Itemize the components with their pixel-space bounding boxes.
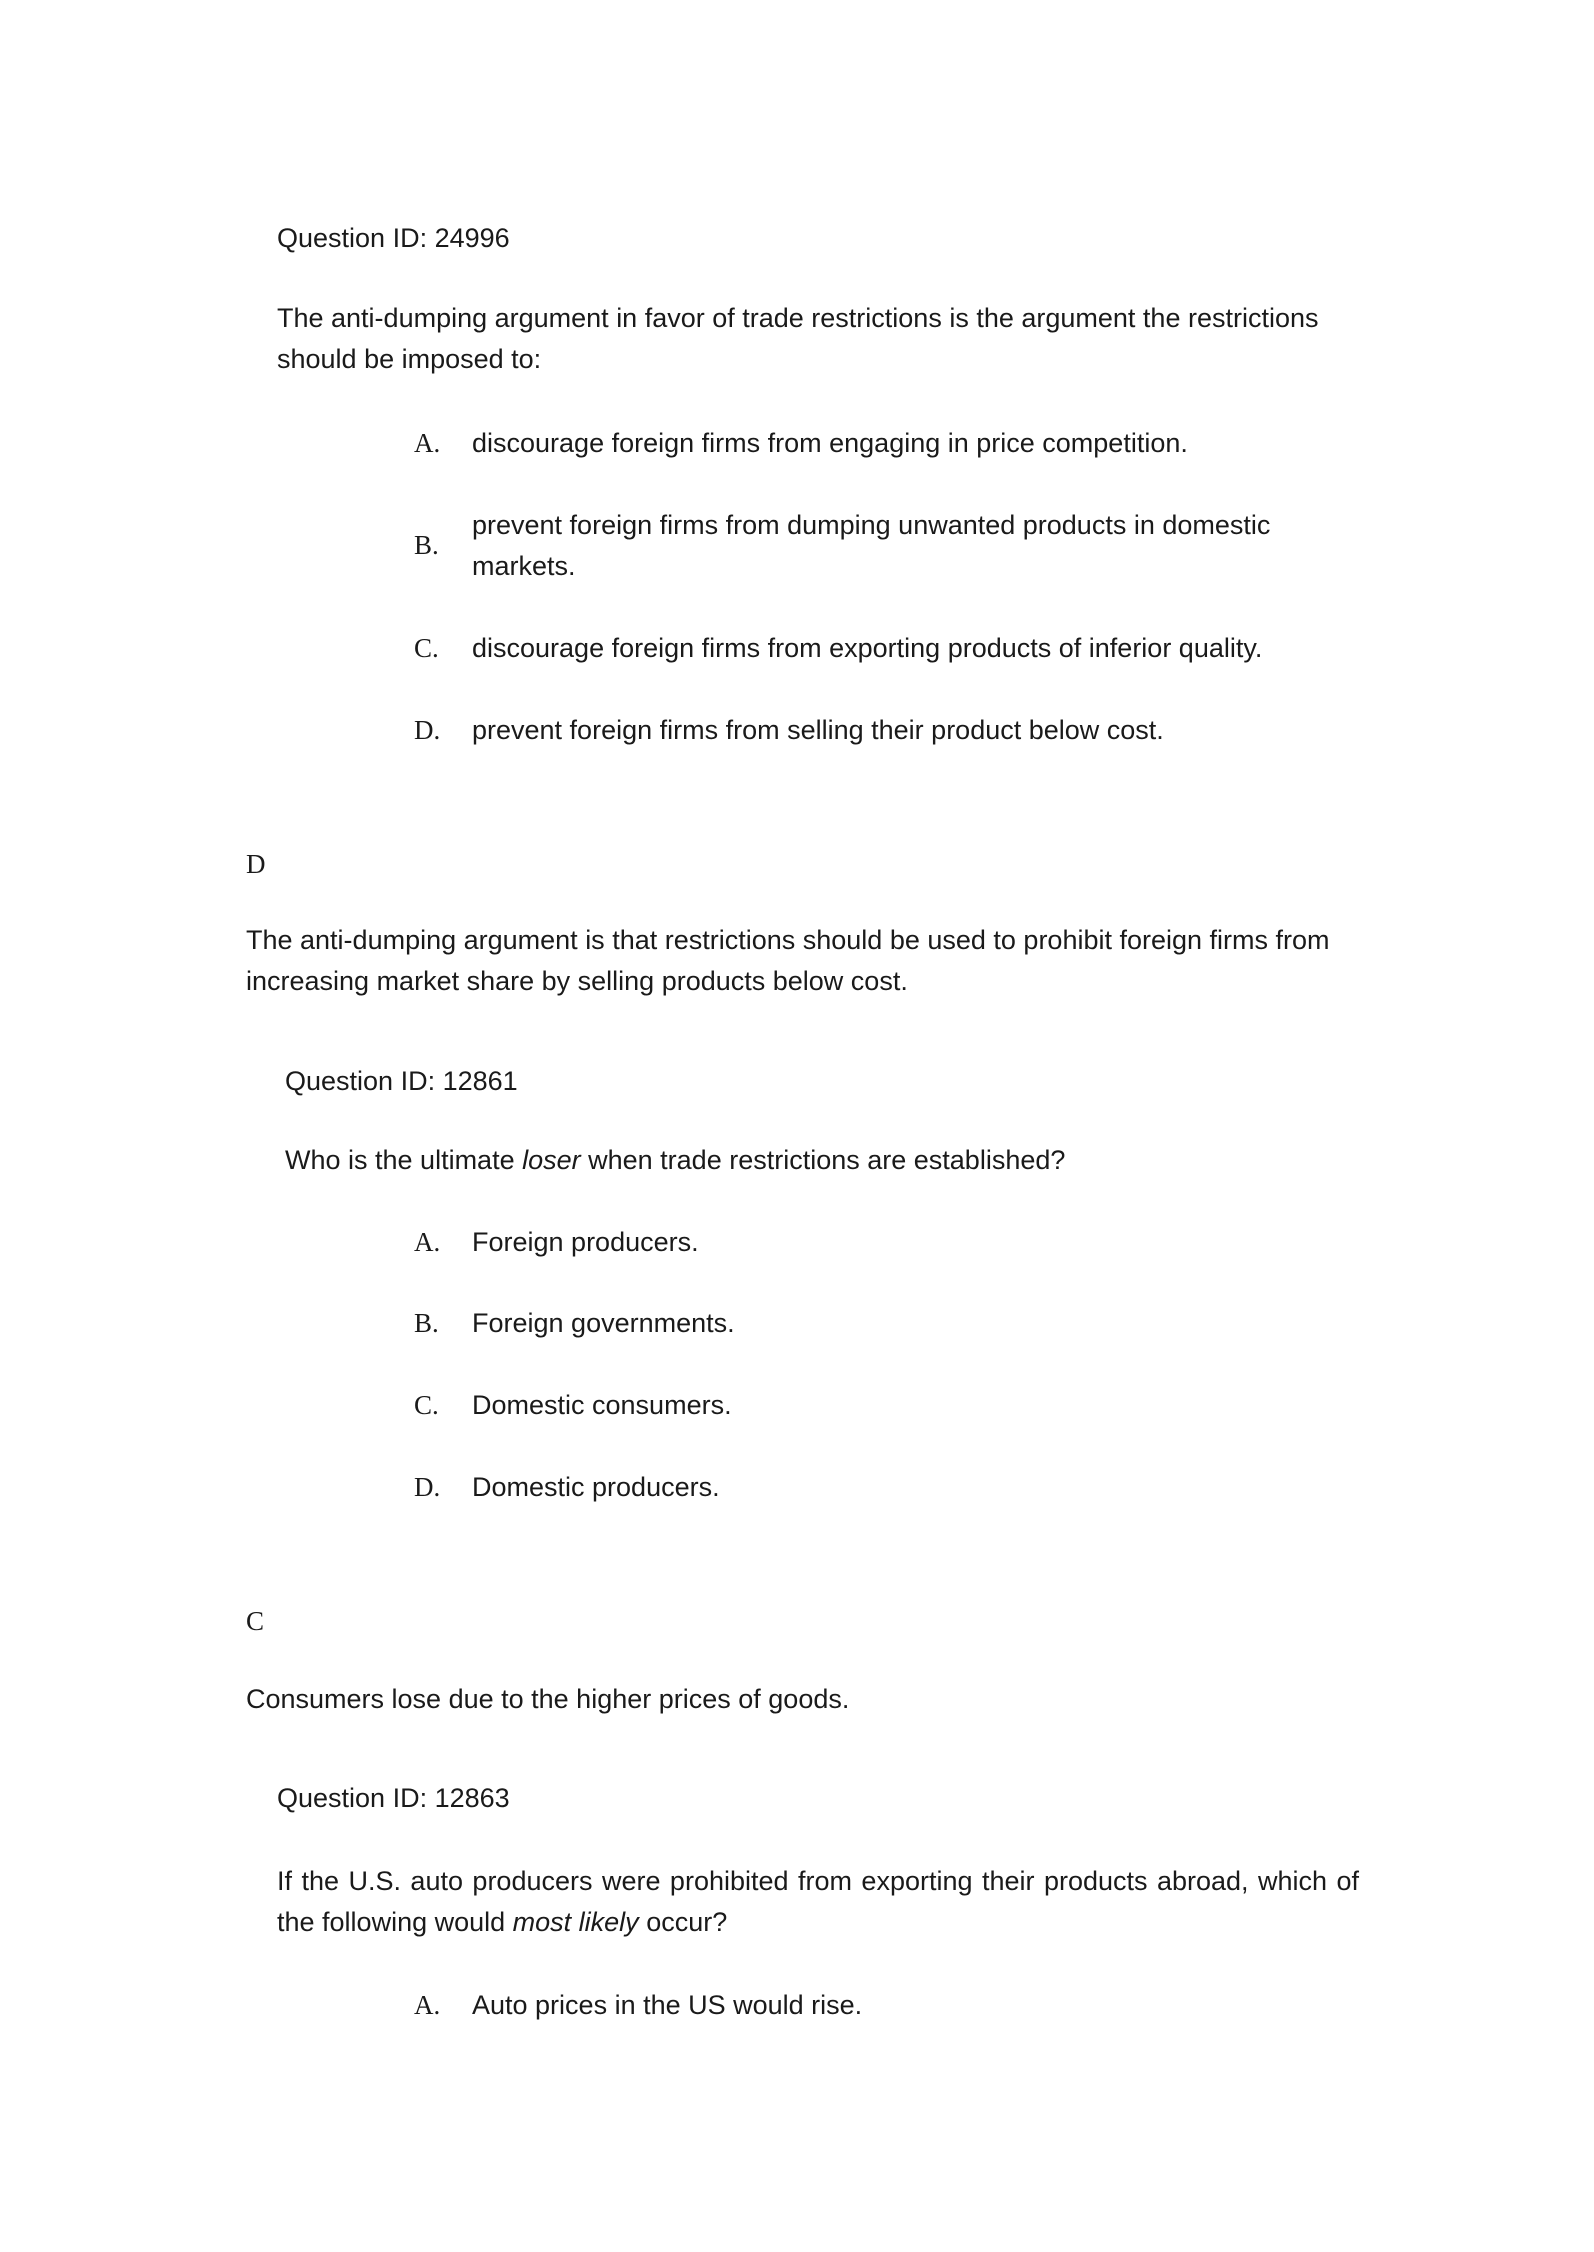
question-emphasis: most likely — [512, 1907, 639, 1937]
option-text: Auto prices in the US would rise. — [472, 1990, 863, 2020]
option-text: prevent foreign firms from dumping unwanted products in domestic markets. — [472, 510, 1271, 581]
question-text: If the U.S. auto producers were prohibited from exporting their products abroad, which of the following would most likely occur? — [277, 1866, 1359, 1937]
question-id: Question ID: 12863 — [277, 1783, 510, 1813]
answer-key: C — [246, 1606, 265, 1636]
option-text: Foreign governments. — [472, 1308, 735, 1338]
option-letter: B. — [414, 1308, 439, 1338]
option-text: discourage foreign firms from exporting products of inferior quality. — [472, 633, 1263, 663]
option-text: prevent foreign firms from selling their product below cost. — [472, 715, 1164, 745]
question-id: Question ID: 12861 — [285, 1066, 518, 1096]
explanation-text: Consumers lose due to the higher prices of goods. — [246, 1684, 850, 1714]
option-text: Foreign producers. — [472, 1227, 699, 1257]
option-letter: C. — [414, 1390, 439, 1420]
question-text: Who is the ultimate loser when trade restrictions are established? — [285, 1145, 1066, 1175]
question-emphasis: loser — [522, 1145, 581, 1175]
question-id: Question ID: 24996 — [277, 223, 510, 253]
option-letter: D. — [414, 1472, 441, 1502]
option-letter: B. — [414, 530, 439, 560]
option-text: Domestic consumers. — [472, 1390, 732, 1420]
option-text: Domestic producers. — [472, 1472, 720, 1502]
question-text: The anti-dumping argument in favor of trade restrictions is the argument the restrictions should be imposed to: — [277, 303, 1319, 374]
option-letter: D. — [414, 715, 441, 745]
option-letter: A. — [414, 428, 441, 458]
option-text: discourage foreign firms from engaging in price competition. — [472, 428, 1188, 458]
option-letter: C. — [414, 633, 439, 663]
answer-key: D — [246, 849, 266, 879]
option-letter: A. — [414, 1990, 441, 2020]
explanation-text: The anti-dumping argument is that restrictions should be used to prohibit foreign firms from increasing market share by selling products below cost. — [246, 925, 1330, 996]
option-letter: A. — [414, 1227, 441, 1257]
